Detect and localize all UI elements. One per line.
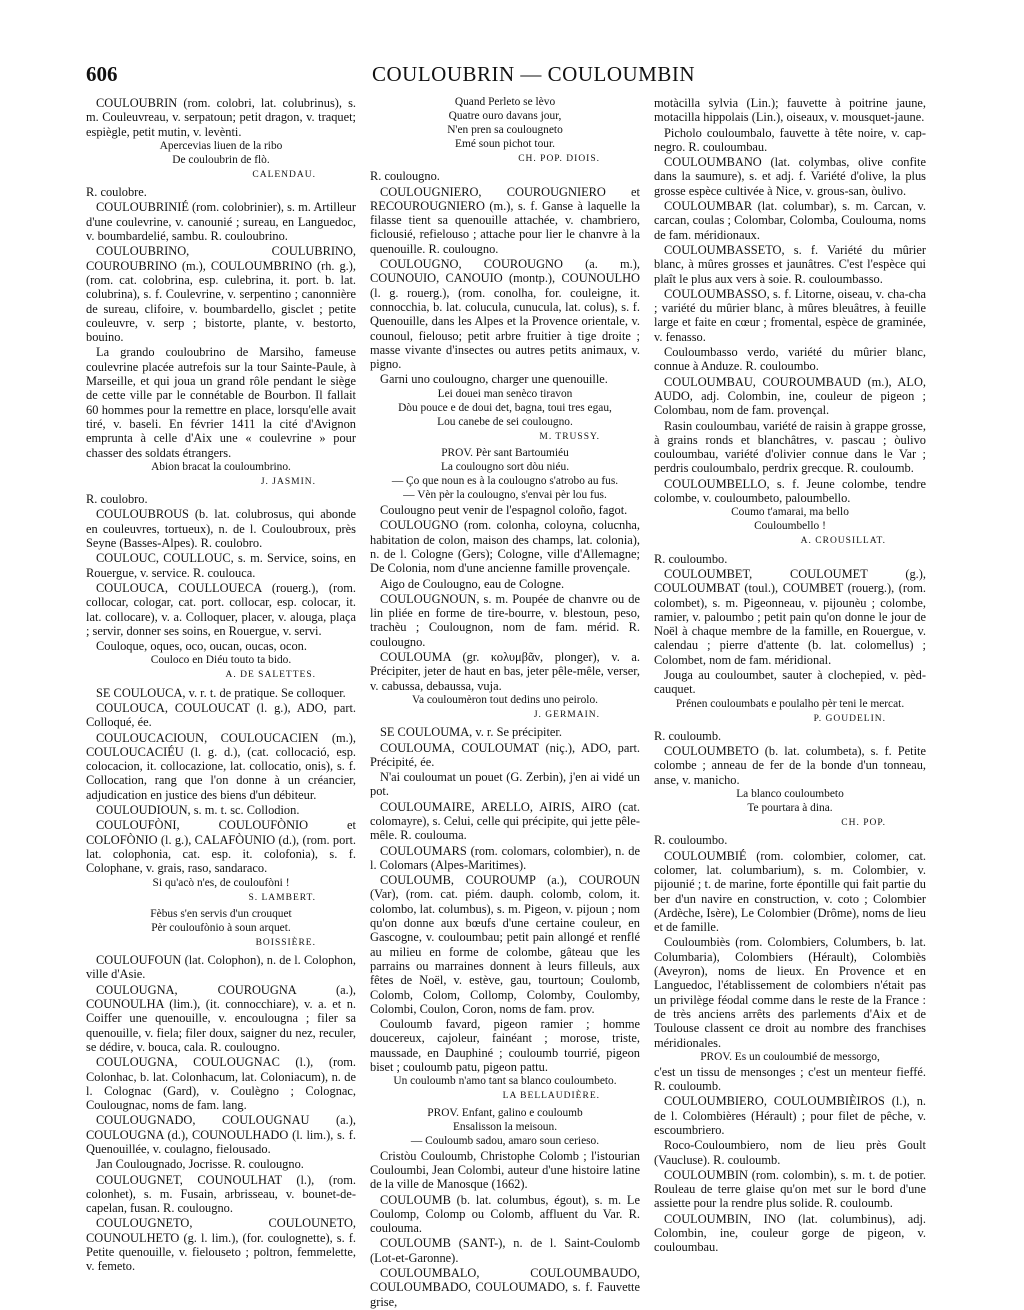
entry-continuation: R. coulobre.	[86, 185, 147, 200]
entry-continuation: R. couloumbo.	[654, 551, 728, 566]
quotation-line: Dòu pouce e de doui det, bagna, toui tres egau,	[398, 401, 612, 414]
quotation-line: Quatre ouro davans jour,	[448, 110, 562, 122]
dictionary-entry: COULOUGNET, COUNOULHAT (l.), (rom. colonhet), s. m. Fusain, arbrisseau, v. bounet-de-capelan, fusan. R. coulougno.	[86, 1172, 356, 1216]
dictionary-entry: Couloque, oques, oco, oucan, oucas, ocon.	[96, 639, 307, 654]
quotation-line: Coumo t'amarai, ma bello	[731, 506, 849, 519]
quotation-line: N'en pren sa coulougneto	[447, 124, 563, 136]
quotation-line: Prénen couloumbats e poulalho pèr teni le mercat.	[675, 697, 905, 710]
dictionary-entry: COULOUCACIOUN, COULOUCACIEN (m.), COULOUCACIÉU (l. g. d.), (cat. collocació, esp. colocacion, it. collocazione, lat. collocatio, onis), s. f. Collocation, rang que l'on donne à un créancier, adjudication en justice des biens d'un débiteur.	[86, 730, 356, 802]
quotation-source: J. GERMAIN.	[533, 709, 600, 720]
dictionary-entry: COULOUMBIN (rom. colombin), s. m. t. de potier. Rouleau de terre glaise qu'on met sur le bord d'une assiette pour la rendre plus solide. R. couloumb.	[654, 1167, 926, 1211]
dictionary-entry: COULOUBROUS (b. lat. colubrosus, qui abonde en couleuvres, tortueux), n. de l. Couloubroux, près Seyne (Basses-Alpes). R. coulobro.	[86, 507, 356, 551]
dictionary-entry: COULOUMAIRE, ARELLO, AIRIS, AIRO (cat. colomayre), s. Celui, celle qui précipite, qui jette pêle-mêle. R. coulouma.	[370, 799, 640, 843]
quotation-source: A. DE SALETTES.	[225, 670, 316, 681]
quotation-line: La coulougno sort dòu niéu.	[440, 461, 570, 474]
quotation-line: La blanco couloumbeto	[736, 788, 844, 801]
dictionary-entry: Picholo couloumbalo, fauvette à tête noire, v. cap-negro. R. couloumbau.	[654, 125, 926, 154]
quotation-line: Ensalisson la meisoun.	[452, 1120, 558, 1133]
dictionary-entry: COULOUFOUN (lat. Colophon), n. de l. Colophon, ville d'Asie.	[86, 953, 356, 982]
quotation-line: Lou canebe de sei coulougno.	[437, 415, 573, 428]
quotation-source: CH. POP. DIOIS.	[518, 154, 600, 164]
quotation-source: CALENDAU.	[252, 169, 316, 180]
dictionary-entry: COULOUBRINIÉ (rom. colobrinier), s. m. Artilleur d'une coulevrine, v. canounié ; sureau, en Languedoc, v. boumbardelié, sambu. R. couloubrino.	[86, 200, 356, 244]
quotation-line: Emé soun pichot tour.	[455, 138, 555, 150]
dictionary-entry: Couloumbasso verdo, variété du mûrier blanc, connue à Anduze. R. couloumbo.	[654, 345, 926, 374]
quotation-line: Abion bracat la couloumbrino.	[151, 460, 291, 473]
quotation-line: Quand Perleto se lèvo	[454, 96, 556, 108]
quotation-source: A. CROUSILLAT.	[800, 536, 886, 547]
dictionary-entry: COULOUMBET, COULOUMET (g.), COULOUMBAT (toul.), COUMBET (rouerg.), (rom. colombet), s. m. Pigeonneau, v. pijounèu ; colombe, ramier, v. paloumbo ; petit pain qu'on donne le jour de Noël à chaque membre de la famille, en Rouergue, v. calendau ; pierre d'attente (b. lat. colomellus) ; Colombet, nom de fam. méridional.	[654, 566, 926, 667]
quotation-source: BOISSIÈRE.	[255, 937, 316, 948]
quotation-line: Pèr couloufònio à soun arquet.	[151, 921, 291, 934]
dictionary-entry: COULOUBRIN (rom. colobri, lat. colubrinus), s. m. Couleuvreau, v. serpatoun; petit dragon, v. traquet; espiègle, petit mutin, v. levènti.	[86, 96, 356, 139]
dictionary-entry: COULOUGNETO, COULOUNETO, COUNOULHETO (g. l. lim.), (for. coulognette), s. f. Petite quenouille, v. fielouseto ; poltron, femmelette, v. femeto.	[86, 1216, 356, 1274]
dictionary-entry: COULOUMBIÉ (rom. colombier, colomer, cat. colomer, lat. columbarium), s. m. Colombier, v. pijounié ; t. de marine, forte épontille qui fait partie du ber d'un navire en construction, v. coto ; Colombier (Ardèche, Isère), Le Colombier (Drôme), noms de lieu et de famille.	[654, 848, 926, 935]
dictionary-entry: COULOUBRINO, COULUBRINO, COUROUBRINO (m.), COULOUMBRINO (rh. g.), (rom. cat. colobrina, esp. culebrina, it. port. b. lat. colubrina), s. f. Coulevrine, v. serpentino ; canonnière de sureau, clifoire, v. boumbardello, gisclet ; petite couleuvre, v. serp ; bistorte, plante, v. bestorto, bouino.	[86, 244, 356, 345]
quotation-line: Apercevias liuen de la ribo	[159, 139, 283, 152]
running-title: COULOUBRIN — COULOUMBIN	[372, 62, 696, 86]
dictionary-entry: COULOUMBALO, COULOUMBAUDO, COULOUMBADO, COULOUMADO, s. f. Fauvette grise,	[370, 1266, 640, 1309]
quotation-line: — Couloumb sadou, amaro soun cerieso.	[410, 1134, 600, 1147]
quotation-line: PROV. Pèr sant Bartoumiéu	[441, 447, 569, 460]
entry-continuation: R. couloumb.	[654, 728, 722, 743]
dictionary-entry: La grando couloubrino de Marsiho, fameuse coulevrine placée autrefois sur la tour Sainte-Paule, à Marseille, et qui joua un grand rôle pendant le siège de cette ville par le connétable de Bourbon. Il fallait 60 hommes pour la remettre en place, lorsqu'elle avait tiré, v. baseli. En février 1411 la cité d'Avignon emprunta à celle d'Aix une « coulevrine » pour chasser des soldats étrangers.	[86, 345, 356, 460]
entry-continuation: c'est un tissu de mensonges ; c'est un menteur fieffé. R. couloumb.	[654, 1064, 926, 1094]
dictionary-entry: Coulougno peut venir de l'espagnol coloño, fagot.	[380, 503, 628, 518]
dictionary-entry: COULOUC, COULLOUC, s. m. Service, soins, en Rouergue, v. service. R. coulouca.	[86, 551, 356, 580]
entry-continuation: R. coulobro.	[86, 492, 148, 507]
quotation-line: Couloumbello !	[754, 520, 826, 533]
dictionary-entry: COULOUGNOUN, s. m. Poupée de chanvre ou de lin pliée en forme de tire-bourre, v. blestoun, peso, trachèu ; Coulougnon, nom de fam. mérid. R. coulougno.	[370, 591, 640, 649]
dictionary-entry: Garni uno coulougno, charger une quenouille.	[380, 372, 608, 387]
column-left	[86, 96, 356, 1275]
entry-continuation: motàcilla sylvia (Lin.); fauvette à poitrine jaune, motacilla hippolais (Lin.), oiseaux, v. mousquet-jaune.	[654, 96, 926, 125]
dictionary-entry: Couloumbiès (rom. Colombiers, Columbers, b. lat. Columbaria), Colombiers (Hérault), Colombiès (Aveyron), noms de lieux. En Provence et en Languedoc, l'établissement de colombiers n'était pas un privilège féodal comme dans le reste de la France : de très anciens arrêts des parlements d'Aix et de Toulouse classent ce droit au nombre des franchises méridionales.	[654, 935, 926, 1050]
quotation-source: CH. POP.	[841, 818, 886, 829]
quotation-line: Fèbus s'en servis d'un crouquet	[150, 907, 292, 920]
dictionary-entry: COULOUCA, COULLOUECA (rouerg.), (rom. collocar, cologar, cat. port. collocar, esp. colocar, it. lat. collocare), v. a. Colloquer, placer, v. alouga, plaça ; servir, donner ses soins, en Rouergue, v. servi.	[86, 580, 356, 638]
dictionary-entry: COULOUMBIN, INO (lat. columbinus), adj. Colombin, ine, couleur gorge de pigeon, v. couloumbau.	[654, 1211, 926, 1255]
quotation-line: Un couloumb n'amo tant sa blanco couloumbeto.	[393, 1075, 617, 1088]
quotation-line: Si qu'acò n'es, de couloufòni !	[152, 876, 290, 889]
dictionary-entry: COULOUGNO, COUROUGNO (a. m.), COUNOUIO, CANOUIO (montp.), COUNOULHO (l. g. rouerg.), (rom. conolha, for. couleigne, it. connocchia, b. lat. colucula, cunucula, lat. colus), s. f. Quenouille, dans les Alpes et la Provence orientale, v. counoul, fielouso; petit arbre fruitier à tige droite ; masse vivante d'insectes ou autres petits animaux, v. pigno.	[370, 257, 640, 372]
dictionary-entry: COULOUMBASSO, s. f. Litorne, oiseau, v. cha-cha ; variété du mûrier blanc, à mûres bleuâtres, à feuille large et faite en cœur ; fromental, espèce de graminée, v. fenasso.	[654, 286, 926, 344]
dictionary-entry: COULOUGNA, COULOUGNAC (l.), (rom. Colonhac, b. lat. Colonhacum, lat. Coloniacum), n. de l. Colognac (Gard), v. Coulègno ; Colognac, Coulougnac, noms de fam. lang.	[86, 1055, 356, 1113]
dictionary-entry: COULOUMBAR (lat. columbar), s. m. Carcan, v. carcan, coulas ; Colombar, Colomba, Coulouma, noms de fam. méridionaux.	[654, 199, 926, 242]
quotation-source: P. GOUDELIN.	[813, 713, 886, 724]
quotation-line: De couloubrin de flò.	[172, 153, 270, 166]
dictionary-entry: COULOUMB (b. lat. columbus, égout), s. m. Le Coulomp, Colomp ou Colomb, affluent du Var. R. coulouma.	[370, 1192, 640, 1236]
dictionary-entry: Jouga au couloumbet, sauter à clochepied, v. pèd-cauquet.	[654, 667, 926, 697]
quotation-line: Couloco en Diéu touto ta bido.	[150, 654, 292, 667]
dictionary-entry: COULOUMARS (rom. colomars, colombier), n. de l. Colomars (Alpes-Maritimes).	[370, 843, 640, 872]
column-right	[654, 96, 926, 1256]
dictionary-entry: COULOUGNADO, COULOUGNAU (a.), COULOUGNA (d.), COUNOULHADO (l. lim.), s. f. Quenouillée, v. coulagno, fielousado.	[86, 1113, 356, 1156]
dictionary-entry: COULOUMA (gr. κολυμβᾶν, plonger), v. a. Précipiter, jeter de haut en bas, jeter pêle-mêle, verser, v. cabussa, debaussa, vuja.	[370, 650, 640, 693]
entry-continuation: R. coulougno.	[370, 169, 440, 184]
dictionary-entry: SE COULOUCA, v. r. t. de pratique. Se colloquer.	[96, 685, 346, 700]
dictionary-entry: COULOUMB (SANT-), n. de l. Saint-Coulomb (Lot-et-Garonne).	[370, 1236, 640, 1265]
quotation-line: — Ço que noun es à la coulougno s'atrobo au fus.	[391, 475, 619, 488]
dictionary-entry: COULOUGNIERO, COUROUGNIERO et RECOUROUGNIERO (m.), s. f. Ganse à laquelle la filasse tient sa quenouille attachée, v. chambriero, ficlousié, refielouso ; attache pour lier le chanvre à la quenouille. R. coulougno.	[370, 184, 640, 256]
dictionary-entry: COULOUMB, COUROUMP (a.), COUROUN (Var), (rom. cat. piém. dauph. colomb, colom, it. colombo, lat. columbus), s. m. Pigeon, v. pijoun ; nom qu'on donne aux bœufs d'une certaine couleur, en Gascogne, v. couloumbau; petit pain allongé et renflé au milieu en forme de colombe, gâteau que les parrains ou marraines donnent à leurs filleuls, aux fêtes de Noël, v. estève, gau, tourtoun; Coulomb, Colomb, Colom, Collomp, Colomby, Coulomby, Colombi, Coulon, Coron, noms de fam. prov.	[370, 873, 640, 1016]
quotation-source: J. JASMIN.	[260, 476, 316, 487]
quotation-source: M. TRUSSY.	[539, 431, 600, 442]
dictionary-entry: COULOUCA, COULOUCAT (l. g.), ADO, part. Colloqué, ée.	[86, 700, 356, 730]
dictionary-entry: COULOUFÒNI, COULOUFÒNIO et COLOFÒNIO (l. g.), CALAFÒUNIO (d.), (rom. port. lat. colophonia, cat. esp. it. colofonia), s. f. Colophane, v. grais, raso, sandaraco.	[86, 818, 356, 876]
quotation-line: — Vèn pèr la coulougno, s'envai pèr lou fus.	[403, 489, 607, 502]
entry-continuation: R. couloumbo.	[654, 833, 728, 848]
dictionary-entry: COULOUMBAU, COUROUMBAUD (m.), ALO, AUDO, adj. Colombin, ine, couleur de pigeon ; Colombau, nom de fam. provençal.	[654, 374, 926, 418]
quotation-source: LA BELLAUDIÈRE.	[502, 1091, 600, 1102]
dictionary-entry: COULOUDIOUN, s. m. t. sc. Collodion.	[96, 803, 300, 818]
dictionary-entry: Roco-Couloumbiero, nom de lieu près Goult (Vaucluse). R. couloumb.	[654, 1138, 926, 1167]
dictionary-entry: COULOUGNO (rom. colonha, coloyna, colucnha, habitation de colon, maison des champs, lat. colonia), n. de l. Cologne (Gers); Cologne, ville d'Allemagne; De Colonia, nom d'une ancienne famille provençale.	[370, 518, 640, 576]
dictionary-entry: COULOUMBETO (b. lat. columbeta), s. f. Petite colombe ; anneau de fer de la bonde d'un tonneau, anse, v. manicho.	[654, 744, 926, 787]
column-middle	[370, 96, 640, 1310]
dictionary-entry: Jan Coulougnado, Jocrisse. R. coulougno.	[96, 1157, 304, 1172]
quotation-line: PROV. Enfant, galino e couloumb	[427, 1106, 583, 1119]
dictionary-entry: COULOUMBIERO, COULOUMBIÈIROS (l.), n. de l. Colombières (Hérault) ; pour filet de pêche, v. escoumbriero.	[654, 1094, 926, 1137]
quotation-line: PROV. Es un couloumbié de messorgo,	[700, 1050, 880, 1063]
dictionary-entry: N'ai couloumat un pouet (G. Zerbin), j'en ai vidé un pot.	[370, 770, 640, 799]
quotation-line: Te pourtara à dina.	[747, 802, 833, 815]
dictionary-entry: COULOUMBANO (lat. colymbas, olive confite dans la saumure), s. et adj. f. Variété d'olive, la plus grosse espèce cultivée à Nice, v. grous-san, òulivo.	[654, 155, 926, 198]
dictionary-entry: Aigo de Coulougno, eau de Cologne.	[380, 576, 565, 591]
dictionary-entry: Rasin couloumbau, variété de raisin à grappe grosse, à grains ronds et blanchâtres, v. pascau ; òulivo couloumbau, variété d'olivier connue dans le Var ; perdris couloumbalo, perdrix grecque. R. couloumb.	[654, 418, 926, 476]
dictionary-entry: SE COULOUMA, v. r. Se précipiter.	[380, 725, 562, 740]
dictionary-entry: COULOUMBELLO, s. f. Jeune colombe, tendre colombe, v. couloumbeto, paloumbello.	[654, 476, 926, 506]
quotation-line: Lei douei man senèco tiravon	[437, 387, 573, 400]
quotation-source: S. LAMBERT.	[248, 892, 316, 903]
dictionary-entry: COULOUGNA, COUROUGNA (a.), COUNOULHA (lim.), (it. connocchiare), v. a. et n. Coiffer une quenouille, v. encoulougna ; filer sa quenouille, v. fiela; filer doux, saigner du nez, reculer, se dédire, v. bouca, cala. R. coulougno.	[86, 982, 356, 1054]
dictionary-entry: Cristòu Couloumb, Christophe Colomb ; l'istourian Couloumbi, Jean Colombi, auteur d'une histoire latine de la ville de Manosque (1662).	[370, 1148, 640, 1192]
dictionary-entry: COULOUMBASSETO, s. f. Variété du mûrier blanc, à mûres grosses et jaunâtres. C'est l'espèce qui plaît le plus aux vers à soie. R. couloumbasso.	[654, 242, 926, 286]
dictionary-entry: COULOUMA, COULOUMAT (niç.), ADO, part. Précipité, ée.	[370, 740, 640, 769]
page-number: 606	[86, 62, 118, 86]
quotation-line: Va couloumèron tout dedins uno peirolo.	[411, 693, 598, 706]
dictionary-entry: Couloumb favard, pigeon ramier ; homme doucereux, cajoleur, fainéant ; morose, triste, maussade, en Dauphiné ; couloumb tourrié, pigeon biset ; couloumb patu, pigeon pattu.	[370, 1017, 640, 1075]
